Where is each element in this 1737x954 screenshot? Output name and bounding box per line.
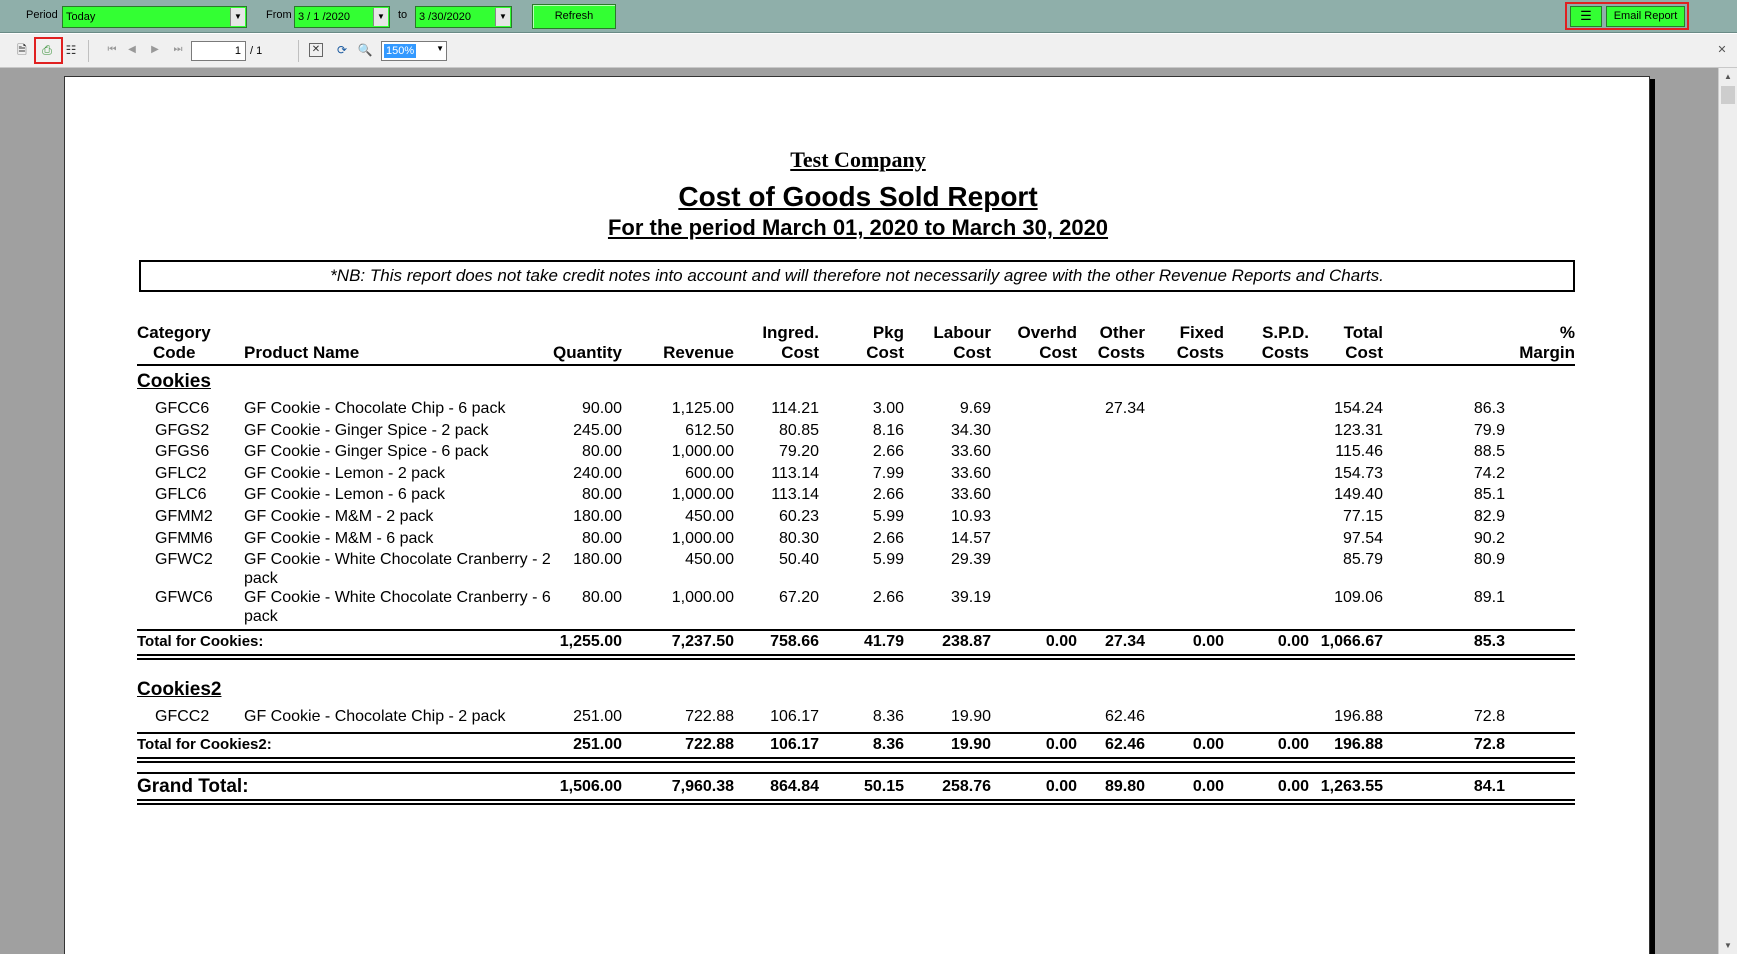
row-qty: 180.00 <box>573 508 622 525</box>
total-oth: 27.34 <box>1104 633 1145 651</box>
total-rev: 7,237.50 <box>671 633 734 651</box>
row-product: GF Cookie - Chocolate Chip - 2 pack <box>244 708 506 726</box>
period-value: Today <box>66 11 96 23</box>
total-oth: 62.46 <box>1104 735 1145 753</box>
header-category: Category <box>137 323 211 342</box>
total-qty: 251.00 <box>573 735 622 753</box>
row-qty: 80.00 <box>581 486 622 504</box>
total-fix: 0.00 <box>1192 735 1224 753</box>
category-heading: Cookies <box>137 371 211 392</box>
row-qty: 180.00 <box>573 551 622 569</box>
email-report-button[interactable]: Email Report <box>1606 6 1685 27</box>
row-product: GF Cookie - Chocolate Chip - 6 pack <box>244 400 506 417</box>
grand-mar: 84.1 <box>1473 778 1505 795</box>
from-label: From <box>266 9 292 21</box>
row-lab: 29.39 <box>950 551 991 569</box>
row-code: GFGS2 <box>155 421 210 439</box>
page-number-input[interactable]: 1 <box>191 41 246 61</box>
total-bottom-rule <box>137 658 1575 660</box>
header-other_1: Other <box>1099 323 1145 342</box>
toolbar-divider <box>88 40 89 62</box>
row-product: GF Cookie - M&M - 2 pack <box>244 508 434 525</box>
row-mar: 82.9 <box>1473 508 1505 525</box>
row-code: GFGS6 <box>155 443 210 461</box>
total-pkg: 41.79 <box>863 633 904 651</box>
total-rev: 722.88 <box>685 735 734 753</box>
row-pkg: 7.99 <box>872 464 904 482</box>
grand-qty: 1,506.00 <box>559 778 622 795</box>
row-code: GFWC6 <box>155 589 213 607</box>
row-pkg: 2.66 <box>872 589 904 607</box>
refresh-report-icon[interactable]: ⟳ <box>336 43 348 57</box>
chevron-down-icon: ▼ <box>230 8 245 26</box>
chevron-down-icon: ▼ <box>373 8 388 26</box>
header-underline <box>137 364 1575 366</box>
row-ing: 79.20 <box>778 443 819 461</box>
page-total: / 1 <box>250 45 263 57</box>
header-spd_2: Costs <box>1261 343 1309 362</box>
row-rev: 1,000.00 <box>671 443 734 461</box>
scroll-down-icon[interactable]: ▼ <box>1724 941 1732 950</box>
header-labour_1: Labour <box>933 323 991 342</box>
total-ing: 106.17 <box>770 735 819 753</box>
header-product: Product Name <box>244 343 360 362</box>
row-mar: 79.9 <box>1473 421 1505 439</box>
row-tot: 109.06 <box>1334 589 1383 607</box>
row-rev: 1,000.00 <box>671 486 734 504</box>
from-date-value: 3 / 1 /2020 <box>298 11 350 23</box>
row-product-cont: pack <box>244 570 278 588</box>
to-date-picker[interactable] <box>415 6 512 28</box>
search-icon[interactable]: 🔍 <box>357 43 373 57</box>
row-ing: 67.20 <box>778 589 819 607</box>
total-mar: 72.8 <box>1473 735 1505 753</box>
header-fixed_1: Fixed <box>1179 323 1224 342</box>
row-pkg: 8.36 <box>872 708 904 726</box>
row-product: GF Cookie - Lemon - 6 pack <box>244 486 445 504</box>
total-spd: 0.00 <box>1277 633 1309 651</box>
report-title: Cost of Goods Sold Report <box>678 181 1038 212</box>
row-product: GF Cookie - White Chocolate Cranberry - 6 <box>244 589 551 607</box>
row-lab: 34.30 <box>950 421 991 439</box>
grand-rev: 7,960.38 <box>671 778 734 795</box>
row-pkg: 3.00 <box>872 400 904 417</box>
row-product: GF Cookie - Lemon - 2 pack <box>244 464 445 482</box>
row-ing: 113.14 <box>771 486 819 504</box>
row-qty: 251.00 <box>573 708 622 726</box>
header-margin_1: % <box>1559 323 1575 342</box>
row-ing: 80.85 <box>778 421 819 439</box>
row-ing: 60.23 <box>778 508 819 525</box>
row-tot: 154.73 <box>1334 464 1383 482</box>
row-lab: 19.90 <box>950 708 991 726</box>
row-tot: 115.46 <box>1335 443 1383 461</box>
row-qty: 245.00 <box>573 421 622 439</box>
row-code: GFLC2 <box>155 464 207 482</box>
refresh-button[interactable]: Refresh <box>532 4 616 29</box>
total-bottom-rule <box>137 654 1575 656</box>
row-mar: 80.9 <box>1473 551 1505 569</box>
row-lab: 33.60 <box>950 443 991 461</box>
row-ing: 114.21 <box>771 400 819 417</box>
row-rev: 1,125.00 <box>671 400 734 417</box>
group-tree-icon[interactable]: ☷ <box>65 43 77 57</box>
header-ingred_1: Ingred. <box>762 323 819 342</box>
report-page <box>64 76 1650 954</box>
report-period: For the period March 01, 2020 to March 30, 2020 <box>607 215 1109 240</box>
first-page-icon[interactable]: ⏮ <box>107 44 117 55</box>
row-mar: 90.2 <box>1473 529 1505 547</box>
row-code: GFCC6 <box>155 400 210 417</box>
header-ingred_2: Cost <box>781 343 819 362</box>
row-rev: 450.00 <box>685 508 734 525</box>
row-ing: 106.17 <box>770 708 819 726</box>
total-lab: 19.90 <box>950 735 991 753</box>
group-total-label: Total for Cookies2: <box>137 735 272 753</box>
row-ing: 50.40 <box>778 551 819 569</box>
row-code: GFMM2 <box>155 508 213 525</box>
company-name: Test Company <box>790 147 926 172</box>
total-top-rule <box>137 732 1575 734</box>
row-mar: 86.3 <box>1473 400 1505 417</box>
viewer-toolbar <box>0 34 1737 68</box>
row-ing: 80.30 <box>778 529 819 547</box>
row-pkg: 2.66 <box>872 486 904 504</box>
row-pkg: 5.99 <box>872 551 904 569</box>
header-total_1: Total <box>1343 323 1383 342</box>
print-icon[interactable]: ⎙ <box>42 43 52 57</box>
row-rev: 1,000.00 <box>671 529 734 547</box>
row-rev: 722.88 <box>685 708 734 726</box>
next-page-icon[interactable]: ▶ <box>151 44 159 55</box>
chevron-down-icon: ▼ <box>436 44 444 53</box>
grand-spd: 0.00 <box>1277 778 1309 795</box>
toolbar-divider <box>298 40 299 62</box>
row-mar: 85.1 <box>1473 486 1505 504</box>
row-tot: 123.31 <box>1334 421 1383 439</box>
header-other_2: Costs <box>1097 343 1145 362</box>
row-code: GFWC2 <box>155 551 213 569</box>
row-lab: 10.93 <box>950 508 991 525</box>
row-rev: 1,000.00 <box>671 589 734 607</box>
to-label: to <box>398 9 408 21</box>
chevron-down-icon: ▼ <box>495 8 510 26</box>
row-product: GF Cookie - Ginger Spice - 2 pack <box>244 421 489 439</box>
row-qty: 80.00 <box>581 443 622 461</box>
list-icon[interactable]: ☰ <box>1570 6 1602 27</box>
header-pkg_1: Pkg <box>872 323 904 342</box>
filter-bar <box>0 0 1737 33</box>
row-mar: 74.2 <box>1473 464 1505 482</box>
row-oth: 27.34 <box>1104 400 1145 417</box>
row-rev: 600.00 <box>685 464 734 482</box>
scroll-thumb[interactable] <box>1721 86 1735 104</box>
row-product-cont: pack <box>244 608 278 626</box>
grand-lab: 258.76 <box>942 778 991 795</box>
row-lab: 14.57 <box>950 529 991 547</box>
row-qty: 240.00 <box>573 464 622 482</box>
last-page-icon[interactable]: ⏭ <box>173 44 183 55</box>
prev-page-icon[interactable]: ◀ <box>128 44 136 55</box>
category-heading: Cookies2 <box>137 679 222 701</box>
total-qty: 1,255.00 <box>559 633 622 651</box>
row-tot: 154.24 <box>1334 400 1383 417</box>
to-date-value: 3 /30/2020 <box>419 11 471 23</box>
row-qty: 90.00 <box>581 400 622 417</box>
period-label: Period <box>26 9 58 21</box>
total-mar: 85.3 <box>1473 633 1505 651</box>
header-fixed_2: Costs <box>1176 343 1224 362</box>
total-lab: 238.87 <box>942 633 991 651</box>
row-oth: 62.46 <box>1104 708 1145 726</box>
row-lab: 9.69 <box>959 400 991 417</box>
row-rev: 612.50 <box>685 421 734 439</box>
row-qty: 80.00 <box>581 529 622 547</box>
row-mar: 89.1 <box>1473 589 1505 607</box>
row-product: GF Cookie - M&M - 6 pack <box>244 529 434 547</box>
group-total-label: Total for Cookies: <box>137 633 264 651</box>
grand-tot: 1,263.55 <box>1320 778 1383 795</box>
total-tot: 196.88 <box>1334 735 1383 753</box>
grand-total-bottom-rule <box>137 803 1575 805</box>
row-lab: 39.19 <box>950 589 991 607</box>
row-tot: 97.54 <box>1342 529 1383 547</box>
row-mar: 72.8 <box>1473 708 1505 726</box>
total-tot: 1,066.67 <box>1320 633 1383 651</box>
row-ing: 113.14 <box>771 464 819 482</box>
row-pkg: 2.66 <box>872 529 904 547</box>
header-code: Code <box>153 343 196 362</box>
grand-total-top-rule <box>137 772 1575 774</box>
zoom-select[interactable] <box>381 41 447 61</box>
row-pkg: 2.66 <box>872 443 904 461</box>
grand-total-label: Grand Total: <box>137 776 249 797</box>
grand-ing: 864.84 <box>770 778 819 795</box>
row-tot: 149.40 <box>1334 486 1383 504</box>
row-mar: 88.5 <box>1473 443 1505 461</box>
period-select[interactable] <box>62 6 247 28</box>
row-product: GF Cookie - White Chocolate Cranberry - 2 <box>244 551 551 569</box>
row-rev: 450.00 <box>685 551 734 569</box>
total-ovh: 0.00 <box>1045 633 1077 651</box>
grand-total-bottom-rule <box>137 799 1575 801</box>
row-lab: 33.60 <box>950 464 991 482</box>
row-tot: 85.79 <box>1342 551 1383 569</box>
header-quantity: Quantity <box>553 343 622 362</box>
total-top-rule <box>137 629 1575 631</box>
grand-fix: 0.00 <box>1192 778 1224 795</box>
row-product: GF Cookie - Ginger Spice - 6 pack <box>244 443 489 461</box>
export-icon[interactable]: 🗎 <box>17 43 27 57</box>
header-pkg_2: Cost <box>866 343 904 362</box>
row-code: GFCC2 <box>155 708 210 726</box>
header-revenue: Revenue <box>663 343 734 362</box>
row-lab: 33.60 <box>950 486 991 504</box>
zoom-value: 150% <box>386 45 415 57</box>
total-spd: 0.00 <box>1277 735 1309 753</box>
row-code: GFMM6 <box>155 529 213 547</box>
report-viewer <box>0 68 1718 954</box>
scroll-up-icon[interactable]: ▲ <box>1724 72 1732 81</box>
total-bottom-rule <box>137 761 1575 763</box>
grand-oth: 89.80 <box>1104 778 1145 795</box>
header-spd_1: S.P.D. <box>1262 323 1309 342</box>
row-qty: 80.00 <box>581 589 622 607</box>
row-pkg: 5.99 <box>872 508 904 525</box>
grand-ovh: 0.00 <box>1045 778 1077 795</box>
header-margin_2: Margin <box>1519 343 1575 362</box>
header-overhd_1: Overhd <box>1017 323 1077 342</box>
total-fix: 0.00 <box>1192 633 1224 651</box>
row-pkg: 8.16 <box>872 421 904 439</box>
grand-pkg: 50.15 <box>863 778 904 795</box>
from-date-picker[interactable] <box>294 6 390 28</box>
header-overhd_2: Cost <box>1039 343 1077 362</box>
total-pkg: 8.36 <box>872 735 904 753</box>
stop-icon[interactable]: ✕ <box>309 43 323 57</box>
vertical-scrollbar[interactable] <box>1718 68 1737 954</box>
row-tot: 77.15 <box>1342 508 1383 525</box>
header-labour_2: Cost <box>953 343 991 362</box>
row-tot: 196.88 <box>1334 708 1383 726</box>
total-ing: 758.66 <box>770 633 819 651</box>
close-icon[interactable]: ✕ <box>1717 44 1727 56</box>
total-ovh: 0.00 <box>1045 735 1077 753</box>
row-code: GFLC6 <box>155 486 207 504</box>
header-total_2: Cost <box>1345 343 1383 362</box>
total-bottom-rule <box>137 757 1575 759</box>
report-note: *NB: This report does not take credit notes into account and will therefore not necessarily agree with the other Revenue Reports and Charts. <box>139 260 1575 292</box>
